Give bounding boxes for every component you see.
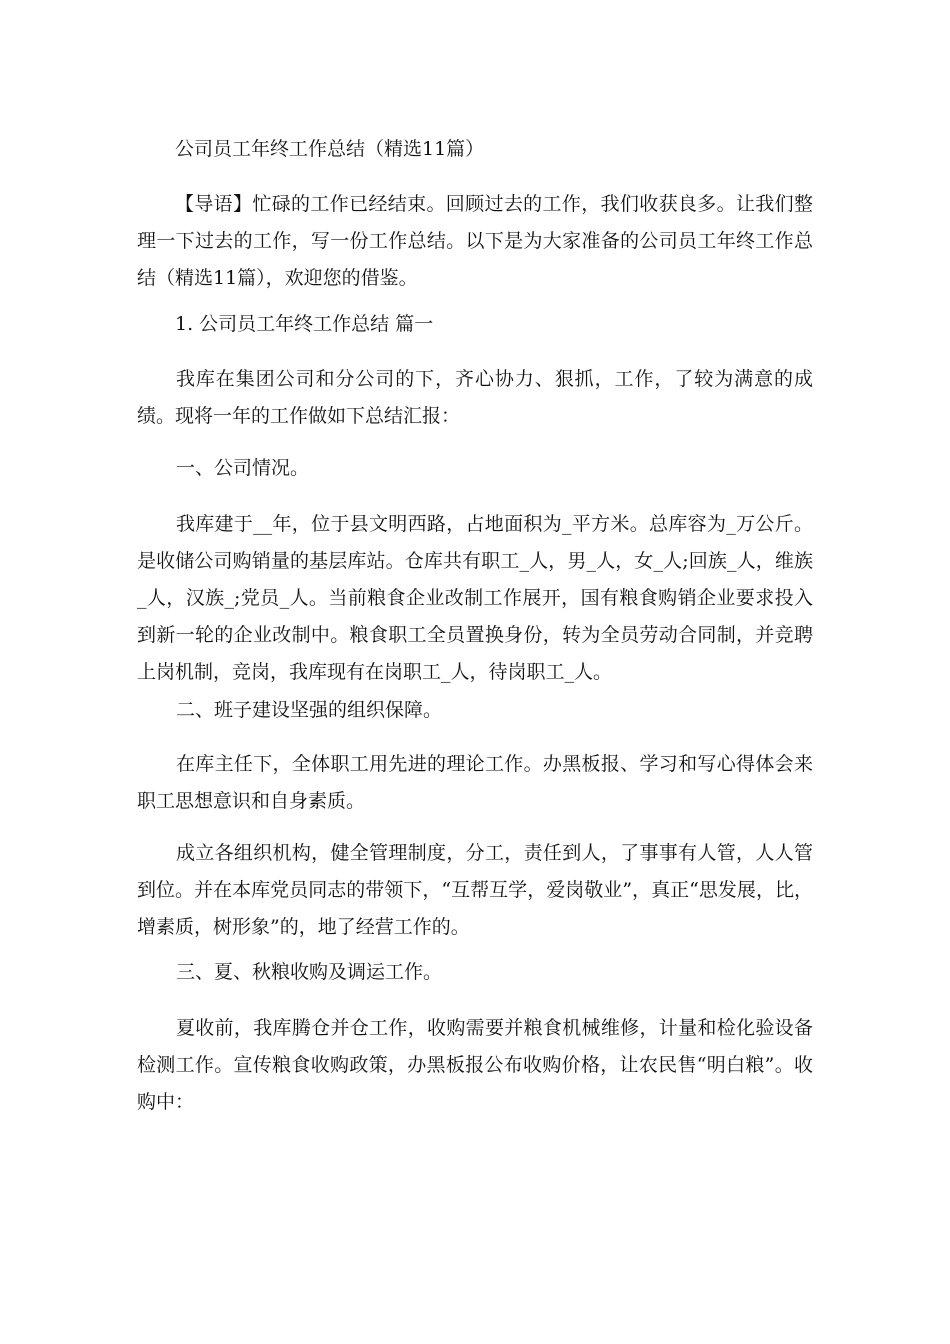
section-heading-company-status: 一、公司情况。	[175, 457, 309, 479]
intro-paragraph: 【导语】忙碌的工作已经结束。回顾过去的工作，我们收获良多。让我们整理一下过去的工作，写一份工作总结。以下是为大家准备的公司员工年终工作总结（精选11篇），欢迎您的借鉴。	[137, 193, 813, 289]
section-heading-grain-purchase: 三、夏、秋粮收购及调运工作。	[175, 961, 442, 983]
body-paragraph-company-status: 我库建于__年，位于县文明西路，占地面积为_平方米。总库容为_万公斤。是收储公司购销量的基层库站。仓库共有职工_人，男_人，女_人;回族_人，维族_人，汉族_;党员_人。当前粮食企业改制工作展开，国有粮食购销企业要求投入到新一轮的企业改制中。粮食职工全员置换身份，转为全员劳动合同制，并竞聘上岗机制，竞岗，我库现有在岗职工_人，待岗职工_人。	[137, 513, 813, 683]
document-title: 公司员工年终工作总结（精选11篇）	[175, 138, 485, 160]
body-paragraph-summer-purchase: 夏收前，我库腾仓并仓工作，收购需要并粮食机械维修，计量和检化验设备检测工作。宣传粮食收购政策，办黑板报公布收购价格，让农民售“明白粮”。收购中：	[137, 1017, 813, 1113]
body-paragraph-study: 在库主任下，全体职工用先进的理论工作。办黑板报、学习和写心得体会来职工思想意识和自身素质。	[137, 753, 813, 812]
article-heading: 1. 公司员工年终工作总结 篇一	[175, 313, 434, 335]
body-paragraph-intro: 我库在集团公司和分公司的下，齐心协力、狠抓，工作，了较为满意的成绩。现将一年的工作做如下总结汇报：	[137, 368, 813, 427]
body-paragraph-organization: 成立各组织机构，健全管理制度，分工，责任到人，了事事有人管，人人管到位。并在本库党员同志的带领下，“互帮互学，爱岗敬业”，真正“思发展，比，增素质，树形象”的，地了经营工作的。	[137, 842, 813, 938]
section-heading-team-building: 二、班子建设坚强的组织保障。	[175, 699, 442, 721]
